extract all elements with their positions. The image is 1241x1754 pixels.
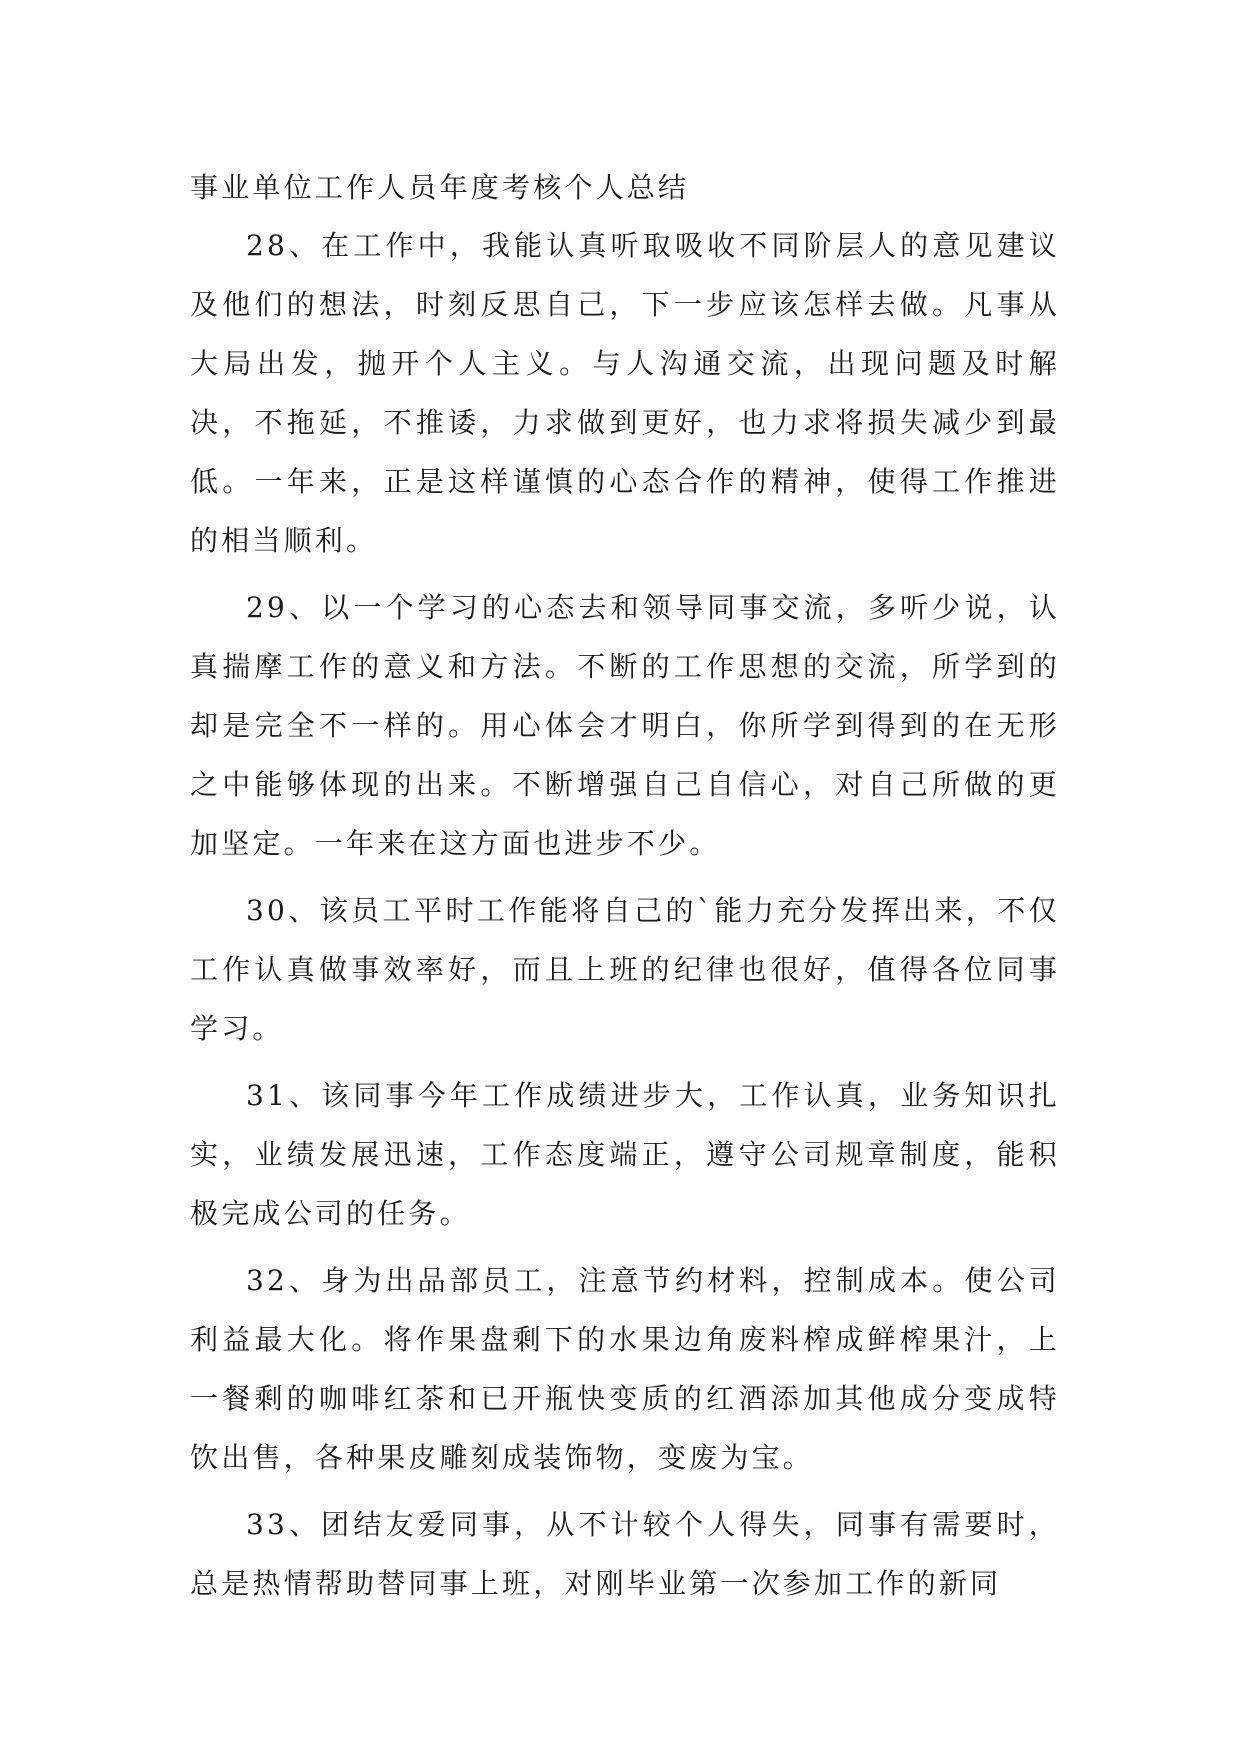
paragraph-29: 29、以一个学习的心态去和领导同事交流，多听少说，认真揣摩工作的意义和方法。不断的工作思想的交流，所学到的却是完全不一样的。用心体会才明白，你所学到得到的在无形之中能够体现的出来。不断增强自己自信心，对自己所做的更加坚定。一年来在这方面也进步不少。: [190, 591, 1060, 860]
document-title: 事业单位工作人员年度考核个人总结: [190, 171, 690, 204]
paragraph-32: 32、身为出品部员工，注意节约材料，控制成本。使公司利益最大化。将作果盘剩下的水果边角废料榨成鲜榨果汁，上一餐剩的咖啡红茶和已开瓶快变质的红酒添加其他成分变成特饮出售，各种果皮雕刻成装饰物，变废为宝。: [190, 1264, 1060, 1474]
document-body: [190, 160, 1060, 1621]
paragraph-30: 30、该员工平时工作能将自己的`能力充分发挥出来，不仅工作认真做事效率好，而且上班的纪律也很好，值得各位同事学习。: [190, 894, 1060, 1045]
paragraph-31: 31、该同事今年工作成绩进步大，工作认真，业务知识扎实，业绩发展迅速，工作态度端正，遵守公司规章制度，能积极完成公司的任务。: [190, 1079, 1060, 1230]
paragraph-28: 28、在工作中，我能认真听取吸收不同阶层人的意见建议及他们的想法，时刻反思自己，下一步应该怎样去做。凡事从大局出发，抛开个人主义。与人沟通交流，出现问题及时解决，不拖延，不推诿，力求做到更好，也力求将损失减少到最低。一年来，正是这样谨慎的心态合作的精神，使得工作推进的相当顺利。: [190, 229, 1060, 557]
paragraph-33: 33、团结友爱同事，从不计较个人得失，同事有需要时，总是热情帮助替同事上班，对刚毕业第一次参加工作的新同: [190, 1508, 1060, 1600]
